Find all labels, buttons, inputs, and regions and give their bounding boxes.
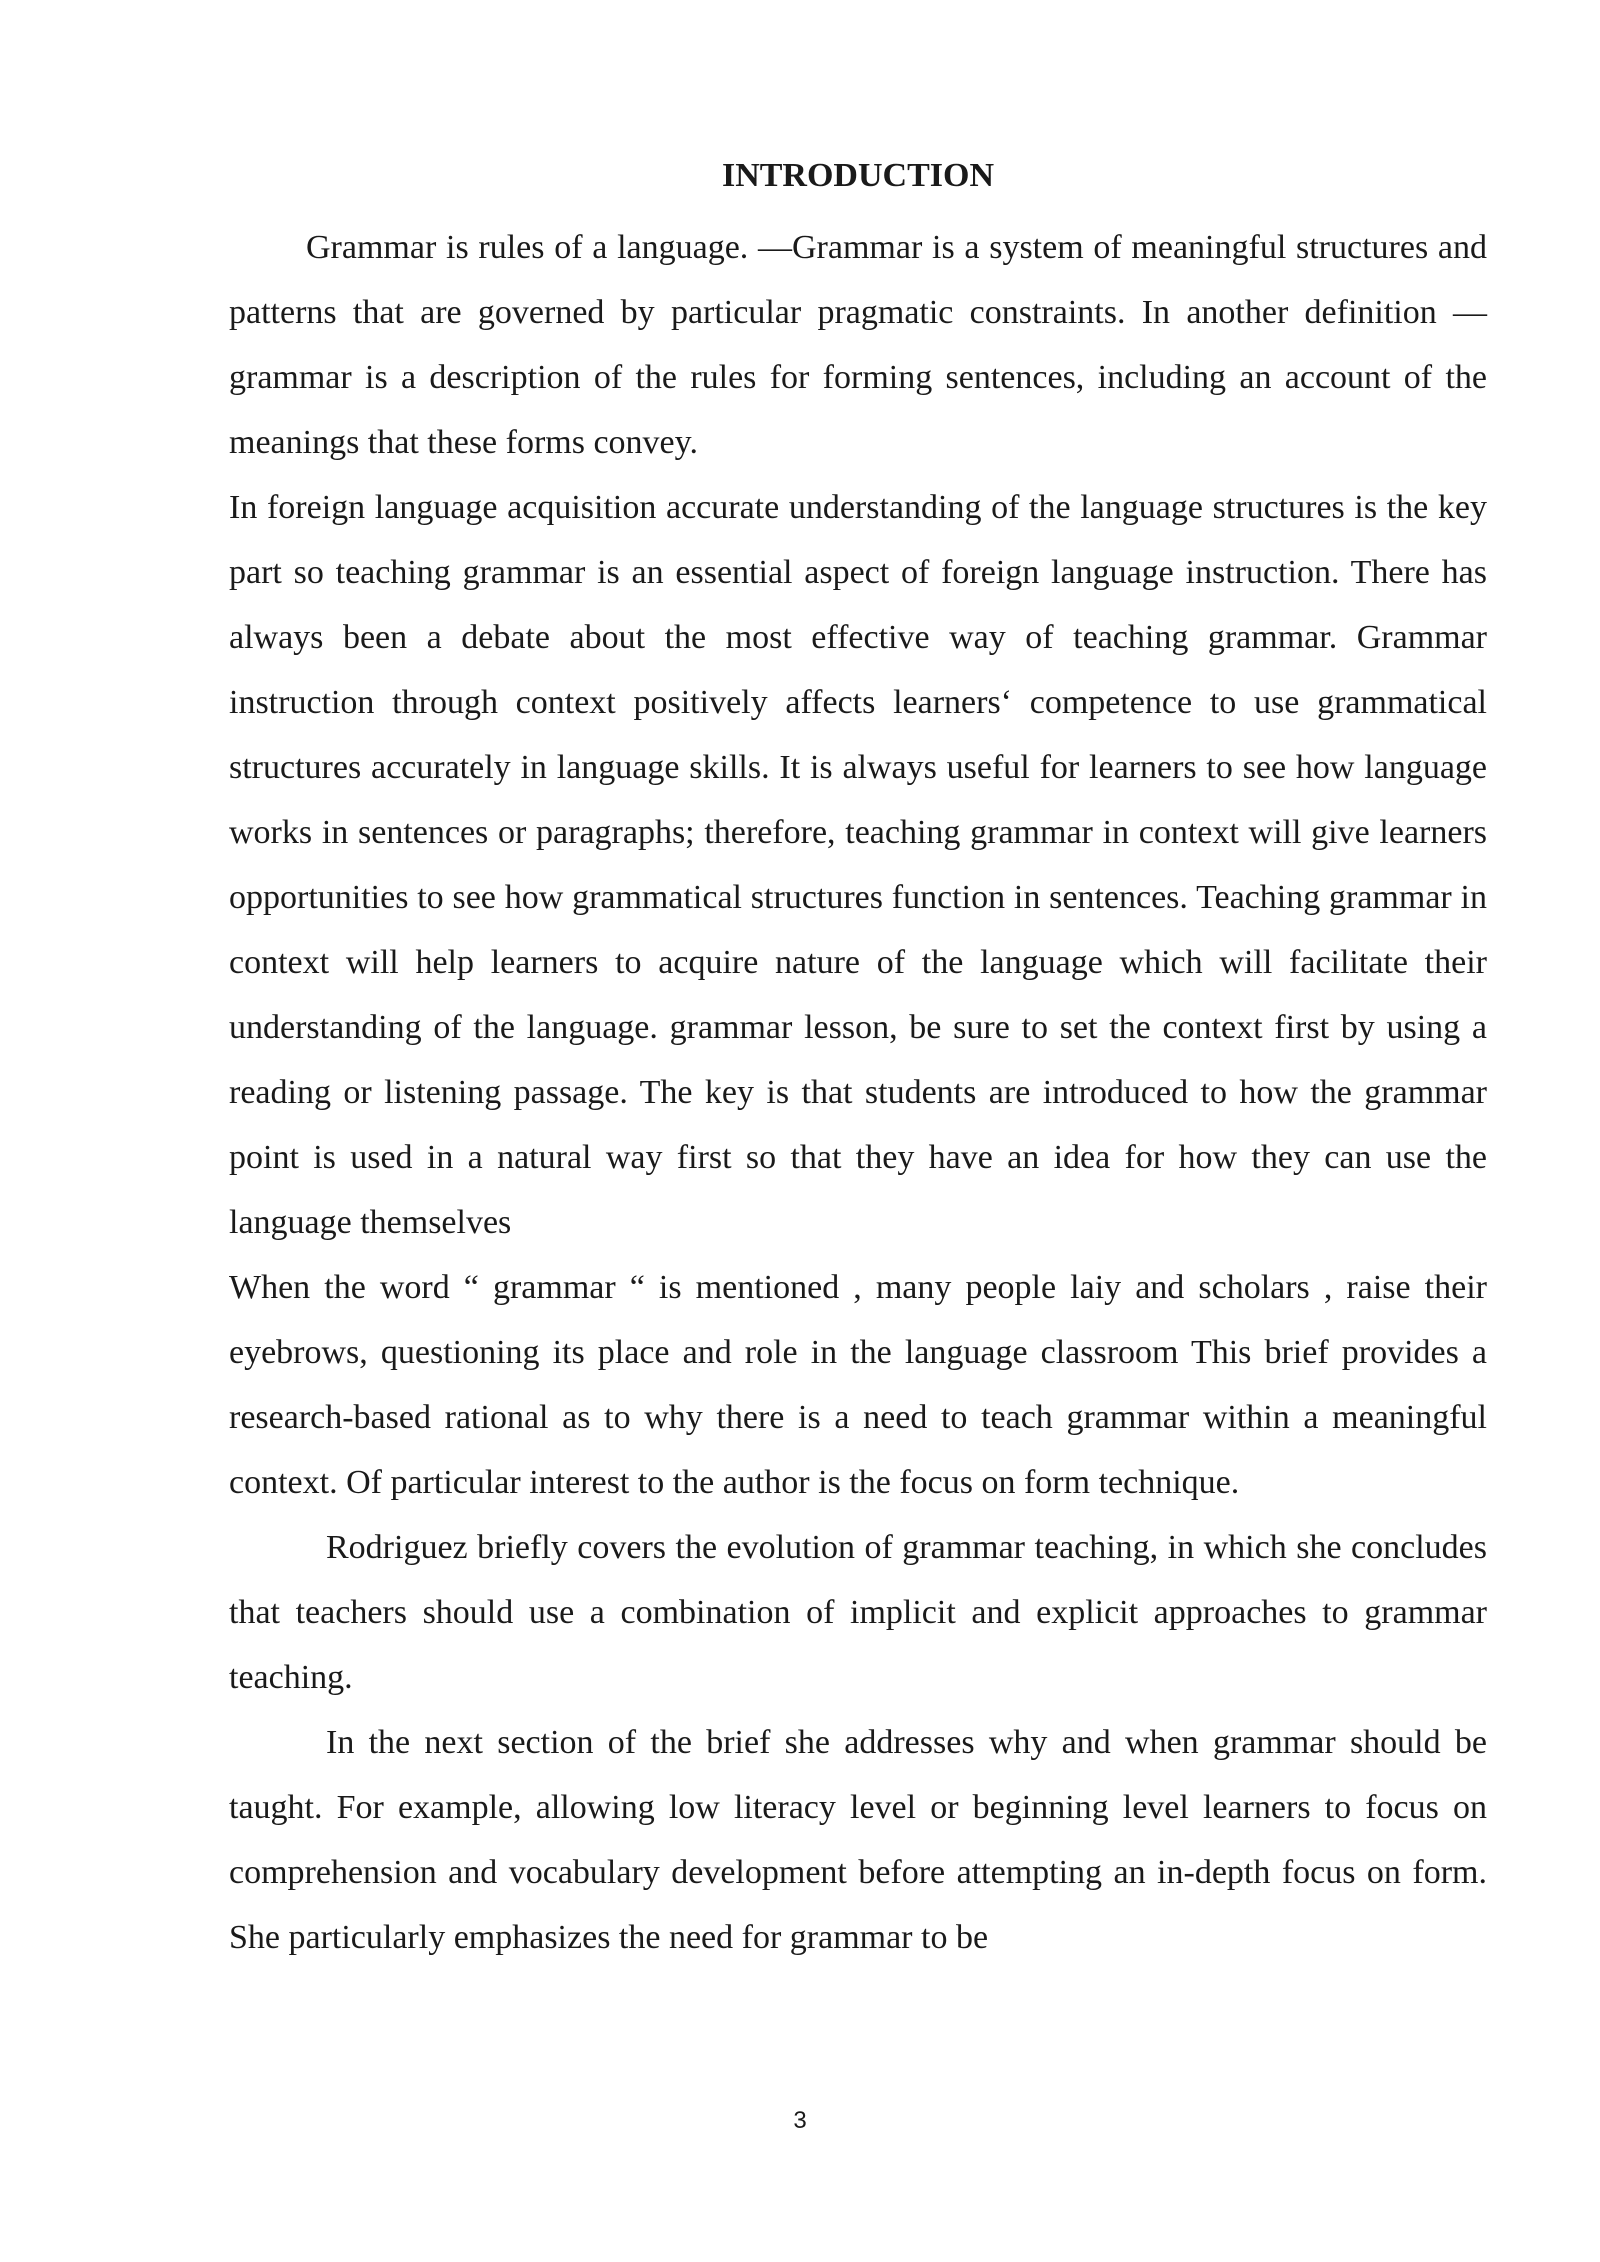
section-heading: INTRODUCTION — [721, 157, 995, 194]
page-number: 3 — [793, 2107, 807, 2134]
page-body — [229, 150, 1487, 1970]
paragraph-grammar-mentioned: When the word “ grammar “ is mentioned , many people laiy and scholars , raise their eyebrows, questioning its place and role in the language classroom This brief provides a research-based rational as to why there is a need to teach grammar within a meaningful context. Of particular interest to the author is the focus on form technique. — [229, 1269, 1487, 1501]
paragraph-grammar-definition: Grammar is rules of a language. —Grammar is a system of meaningful structures and patterns that are governed by particular pragmatic constraints. In another definition —grammar is a description of the rules for forming sentences, including an account of the meanings that these forms convey. — [229, 229, 1487, 461]
paragraph-foreign-language-acquisition: In foreign language acquisition accurate understanding of the language structures is the key part so teaching grammar is an essential aspect of foreign language instruction. There has always been a debate about the most effective way of teaching grammar. Grammar instruction through context positively affects learners‘ competence to use grammatical structures accurately in language skills. It is always useful for learners to see how language works in sentences or paragraphs; therefore, teaching grammar in context will give learners opportunities to see how grammatical structures function in sentences. Teaching grammar in context will help learners to acquire nature of the language which will facilitate their understanding of the language. grammar lesson, be sure to set the context first by using a reading or listening passage. The key is that students are introduced to how the grammar point is used in a natural way first so that they have an idea for how they can use the language themselves — [229, 489, 1487, 1241]
paragraph-next-section: In the next section of the brief she addresses why and when grammar should be taught. For example, allowing low literacy level or beginning level learners to focus on comprehension and vocabulary development before attempting an in-depth focus on form. She particularly emphasizes the need for grammar to be — [229, 1724, 1487, 1956]
paragraph-rodriguez: Rodriguez briefly covers the evolution of grammar teaching, in which she concludes that teachers should use a combination of implicit and explicit approaches to grammar teaching. — [229, 1529, 1487, 1696]
